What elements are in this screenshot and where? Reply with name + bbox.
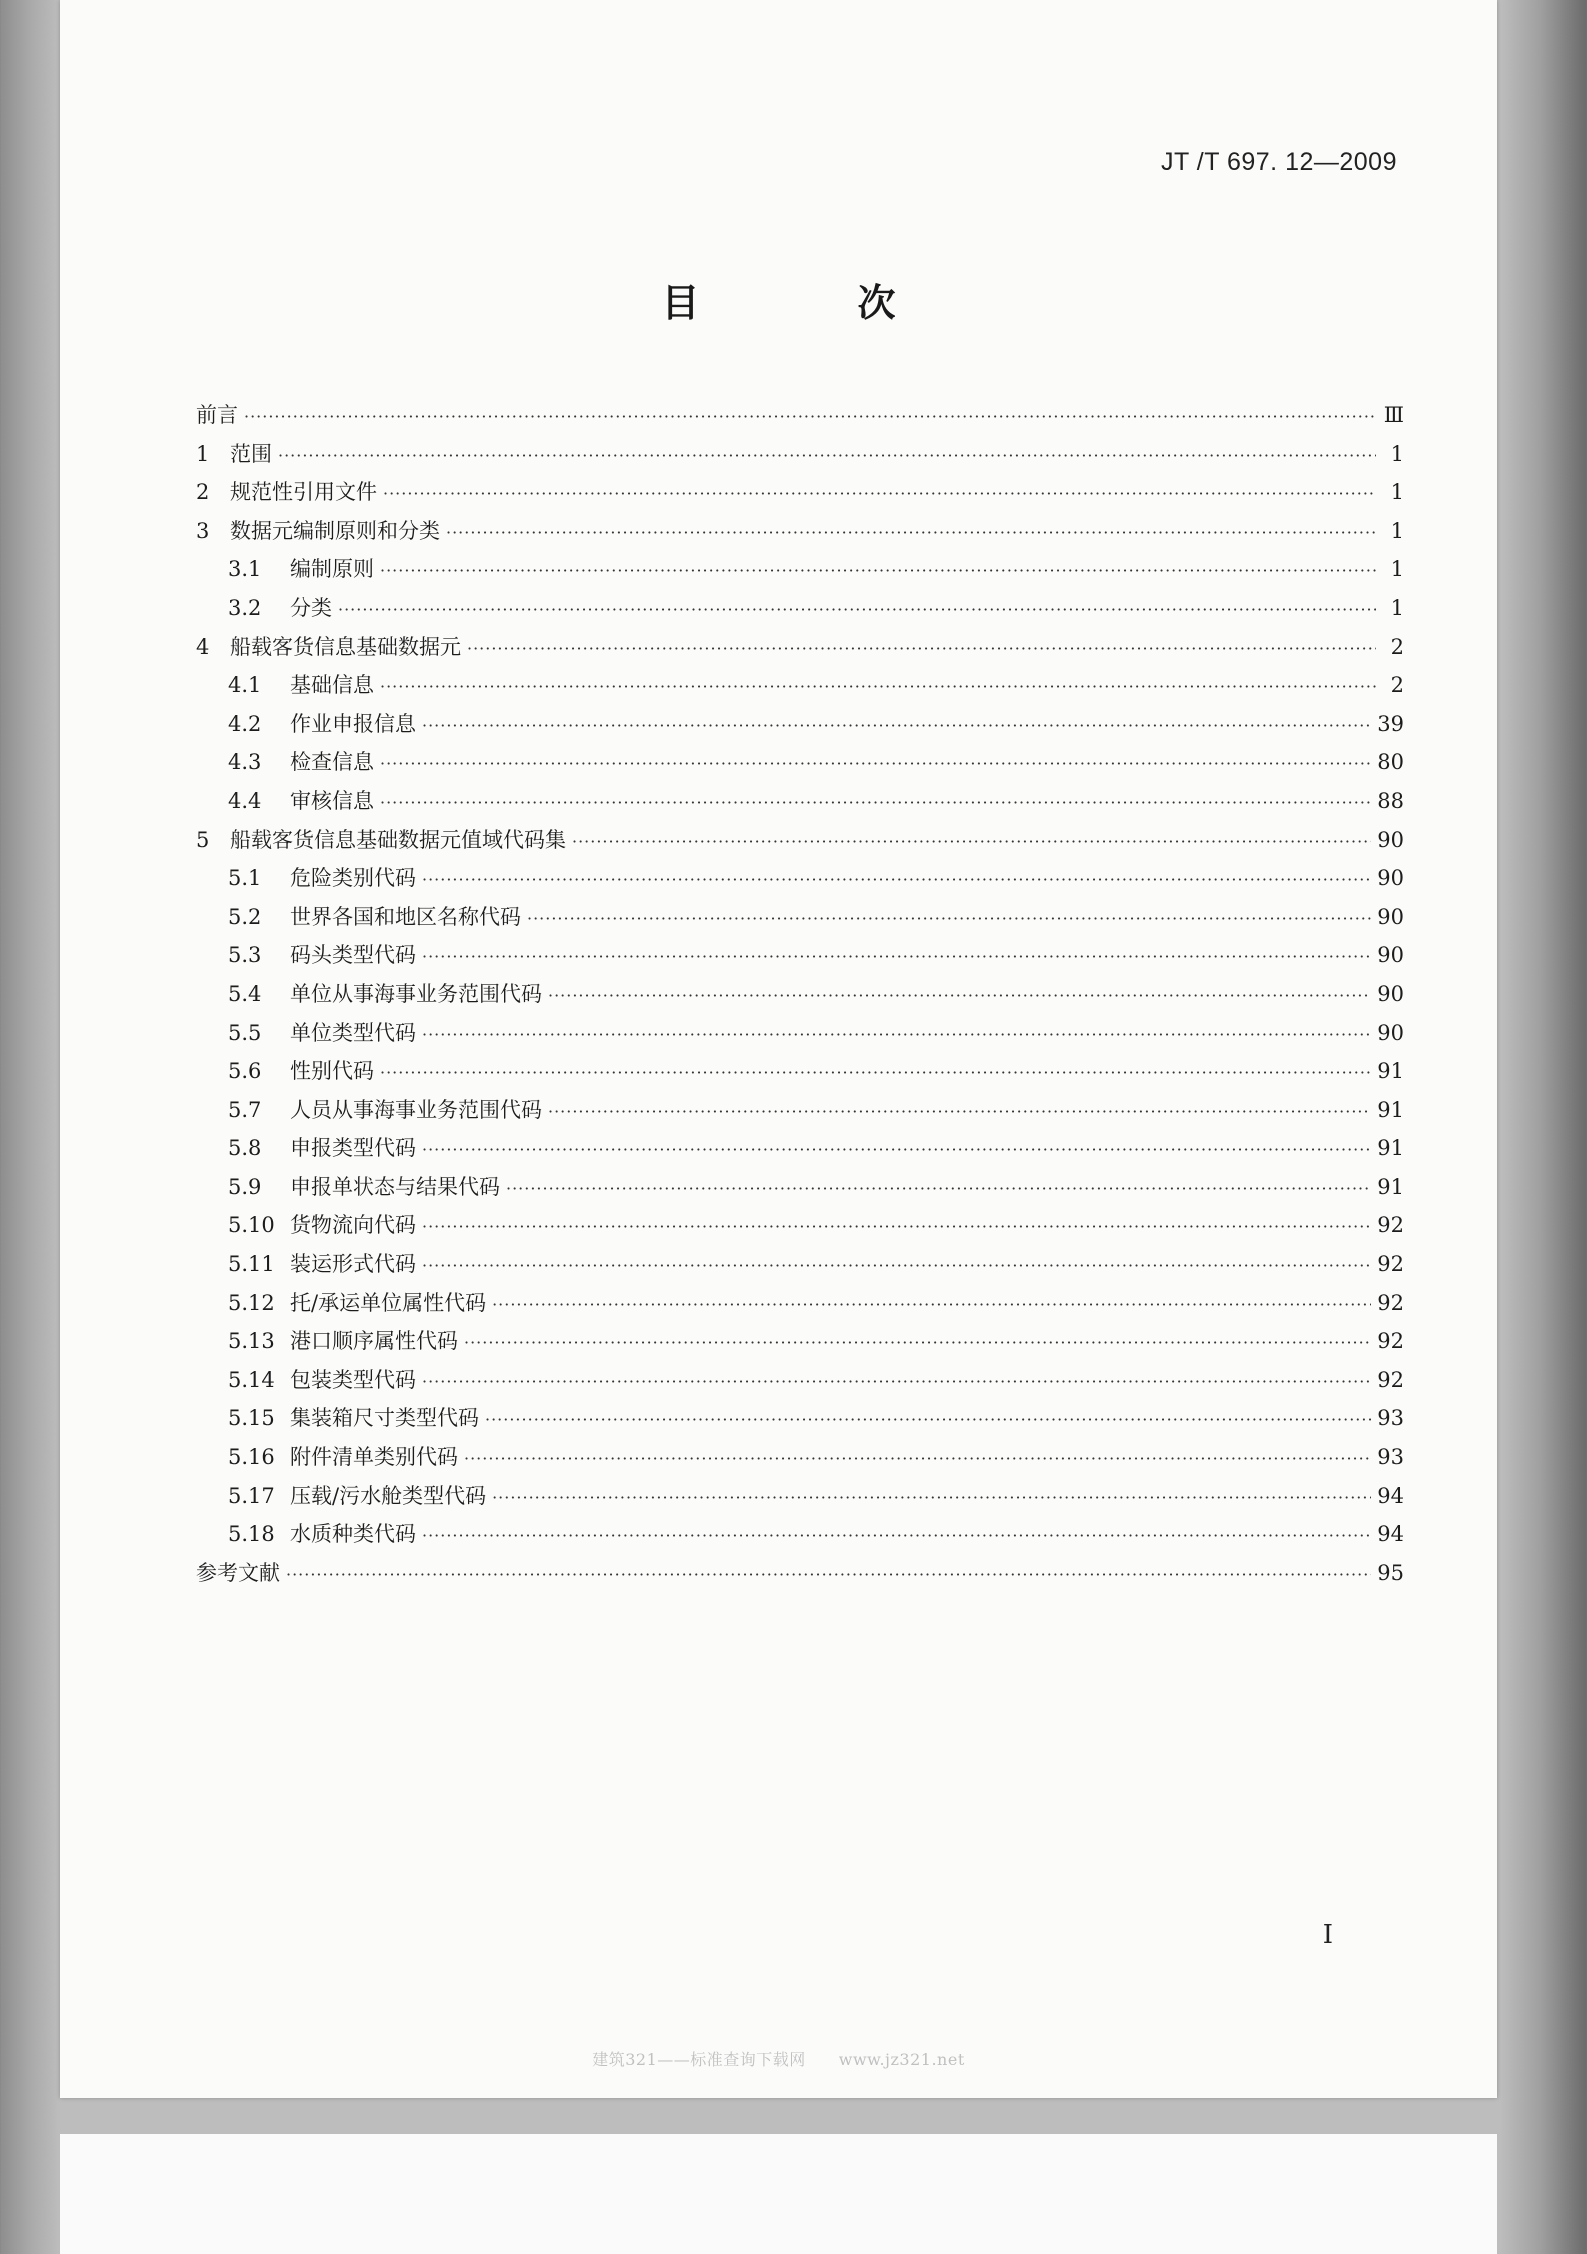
toc-entry-page: 90: [1377, 827, 1404, 852]
toc-entry-label: 编制原则: [290, 557, 374, 582]
toc-entry-label: 包装类型代码: [290, 1367, 416, 1392]
toc-leader-dots: [422, 1372, 1371, 1391]
toc-entry[interactable]: [196, 901, 1404, 940]
toc-entry[interactable]: [196, 978, 1404, 1017]
toc-entry-label: 单位从事海事业务范围代码: [290, 981, 542, 1006]
toc-entry-label: 申报类型代码: [290, 1136, 416, 1161]
toc-leader-dots: [422, 1256, 1371, 1275]
toc-entry-label: 人员从事海事业务范围代码: [290, 1097, 542, 1122]
toc-entry-page: 95: [1377, 1560, 1404, 1585]
toc-leader-dots: [464, 1333, 1371, 1352]
toc-entry-label: 前言: [196, 403, 238, 427]
toc-entry-page: 1: [1390, 518, 1404, 543]
toc-entry-number: 5.5: [228, 1020, 262, 1045]
toc-leader-dots: [338, 600, 1376, 619]
toc-entry[interactable]: [196, 1017, 1404, 1056]
toc-entry-page: 93: [1377, 1445, 1404, 1470]
toc-entry-page: 1: [1390, 595, 1404, 620]
toc-title: 目 次: [661, 280, 956, 325]
toc-entry[interactable]: [196, 669, 1404, 708]
toc-entry[interactable]: [196, 438, 1404, 477]
toc-entry-page: 92: [1377, 1367, 1404, 1392]
toc-entry[interactable]: [196, 1518, 1404, 1557]
toc-entry-page: 94: [1377, 1522, 1404, 1547]
toc-entry[interactable]: [196, 1364, 1404, 1403]
toc-entry-number: 5: [196, 827, 210, 852]
toc-entry-label: 港口顺序属性代码: [290, 1329, 458, 1354]
toc-entry-number: 4.2: [228, 711, 262, 736]
toc-entry-number: 5.1: [228, 866, 262, 891]
toc-entry-label: 分类: [290, 595, 332, 620]
toc-entry[interactable]: [196, 553, 1404, 592]
toc-entry-page: 1: [1390, 441, 1404, 466]
toc-entry-number: 5.7: [228, 1097, 262, 1122]
toc-leader-dots: [380, 754, 1371, 773]
toc-entry-number: 5.9: [228, 1174, 262, 1199]
toc-entry-label: 范围: [230, 441, 272, 466]
toc-entry-label: 申报单状态与结果代码: [290, 1174, 500, 1199]
toc-entry[interactable]: [196, 592, 1404, 631]
toc-entry[interactable]: [196, 824, 1404, 863]
toc-entry-page: 90: [1377, 904, 1404, 929]
toc-entry-label: 规范性引用文件: [230, 480, 377, 505]
toc-leader-dots: [485, 1410, 1371, 1429]
toc-entry-page: 39: [1377, 711, 1404, 736]
toc-entry-number: 5.14: [228, 1367, 275, 1392]
toc-leader-dots: [380, 677, 1376, 696]
toc-entry-number: 3: [196, 518, 210, 543]
toc-entry-label: 水质种类代码: [290, 1522, 416, 1547]
toc-entry[interactable]: [196, 1557, 1404, 1596]
toc-entry-number: 4: [196, 634, 210, 659]
toc-entry-number: 2: [196, 480, 210, 505]
toc-entry-number: 5.6: [228, 1059, 262, 1084]
toc-entry[interactable]: [196, 1480, 1404, 1519]
toc-leader-dots: [506, 1179, 1371, 1198]
toc-leader-dots: [422, 716, 1371, 735]
toc-entry-number: 4.1: [228, 673, 262, 698]
toc-leader-dots: [548, 986, 1371, 1005]
toc-entry-label: 数据元编制原则和分类: [230, 518, 440, 543]
toc-entry-page: 94: [1377, 1483, 1404, 1508]
toc-entry-number: 4.3: [228, 750, 262, 775]
toc-entry[interactable]: [196, 1171, 1404, 1210]
toc-entry[interactable]: [196, 1287, 1404, 1326]
toc-entry-number: 5.17: [228, 1483, 275, 1508]
toc-entry-number: 3.2: [228, 595, 262, 620]
toc-leader-dots: [422, 1526, 1371, 1545]
toc-entry-label: 危险类别代码: [290, 866, 416, 891]
toc-entry[interactable]: [196, 1094, 1404, 1133]
toc-entry[interactable]: [196, 399, 1404, 438]
toc-entry[interactable]: [196, 939, 1404, 978]
toc-entry-page: 91: [1377, 1059, 1404, 1084]
toc-entry-page: Ⅲ: [1383, 403, 1404, 427]
standard-code: JT /T 697. 12—2009: [1160, 148, 1397, 176]
toc-leader-dots: [422, 870, 1371, 889]
toc-entry-label: 审核信息: [290, 788, 374, 813]
toc-entry[interactable]: [196, 785, 1404, 824]
toc-entry-label: 货物流向代码: [290, 1213, 416, 1238]
toc-entry-number: 3.1: [228, 557, 262, 582]
toc-entry-label: 压载/污水舱类型代码: [290, 1483, 487, 1508]
toc-entry-number: 1: [196, 441, 210, 466]
toc-leader-dots: [286, 1565, 1371, 1584]
toc-entry-label: 单位类型代码: [290, 1020, 416, 1045]
toc-entry-page: 93: [1377, 1406, 1404, 1431]
toc-entry[interactable]: [196, 708, 1404, 747]
toc-entry-number: 5.3: [228, 943, 262, 968]
toc-entry-page: 92: [1377, 1290, 1404, 1315]
toc-leader-dots: [572, 832, 1371, 851]
toc-entry-label: 性别代码: [290, 1059, 374, 1084]
document-page: [60, 0, 1497, 2098]
toc-entry-number: 5.11: [228, 1252, 275, 1277]
toc-entry-number: 5.2: [228, 904, 262, 929]
toc-entry-number: 5.8: [228, 1136, 262, 1161]
toc-entry-label: 世界各国和地区名称代码: [290, 904, 521, 929]
toc-leader-dots: [548, 1102, 1371, 1121]
toc-entry[interactable]: [196, 1441, 1404, 1480]
toc-leader-dots: [278, 446, 1376, 465]
toc-entry-page: 90: [1377, 866, 1404, 891]
toc-entry-label: 基础信息: [290, 673, 374, 698]
toc-entry-page: 90: [1377, 981, 1404, 1006]
toc-entry-label: 托/承运单位属性代码: [290, 1290, 487, 1315]
toc-entry-page: 1: [1390, 480, 1404, 505]
toc-entry-page: 80: [1377, 750, 1404, 775]
toc-entry-label: 附件清单类别代码: [290, 1445, 458, 1470]
toc-entry-page: 92: [1377, 1252, 1404, 1277]
toc-entry-number: 5.16: [228, 1445, 275, 1470]
table-of-contents: [196, 399, 1404, 1595]
toc-leader-dots: [422, 947, 1371, 966]
toc-leader-dots: [464, 1449, 1371, 1468]
toc-entry[interactable]: [196, 1209, 1404, 1248]
toc-entry-page: 88: [1377, 788, 1404, 813]
toc-leader-dots: [492, 1488, 1371, 1507]
toc-entry[interactable]: [196, 515, 1404, 554]
toc-entry-page: 2: [1390, 634, 1404, 659]
toc-entry[interactable]: [196, 1248, 1404, 1287]
toc-leader-dots: [380, 1063, 1371, 1082]
toc-entry[interactable]: [196, 862, 1404, 901]
toc-leader-dots: [244, 407, 1376, 426]
toc-entry[interactable]: [196, 746, 1404, 785]
toc-entry-label: 装运形式代码: [290, 1252, 416, 1277]
toc-entry-page: 92: [1377, 1329, 1404, 1354]
toc-leader-dots: [383, 484, 1376, 503]
toc-leader-dots: [380, 793, 1371, 812]
toc-entry-page: 91: [1377, 1097, 1404, 1122]
toc-entry-page: 91: [1377, 1174, 1404, 1199]
toc-entry-label: 参考文献: [196, 1560, 280, 1585]
toc-entry-page: 90: [1377, 1020, 1404, 1045]
toc-leader-dots: [492, 1295, 1371, 1314]
toc-entry-page: 1: [1390, 557, 1404, 582]
toc-entry-label: 船载客货信息基础数据元: [230, 634, 461, 659]
toc-entry-number: 5.15: [228, 1406, 275, 1431]
toc-leader-dots: [527, 909, 1371, 928]
page-number: I: [1322, 1920, 1333, 1950]
toc-entry-number: 5.10: [228, 1213, 275, 1238]
toc-entry-number: 5.4: [228, 981, 262, 1006]
toc-entry[interactable]: [196, 631, 1404, 670]
toc-leader-dots: [422, 1140, 1371, 1159]
toc-entry-page: 92: [1377, 1213, 1404, 1238]
toc-entry-page: 90: [1377, 943, 1404, 968]
toc-leader-dots: [380, 561, 1376, 580]
next-page-edge: [60, 2134, 1497, 2254]
toc-entry[interactable]: [196, 1055, 1404, 1094]
toc-leader-dots: [467, 639, 1376, 658]
toc-entry-label: 检查信息: [290, 750, 374, 775]
toc-leader-dots: [422, 1217, 1371, 1236]
toc-entry-number: 4.4: [228, 788, 262, 813]
toc-entry-page: 91: [1377, 1136, 1404, 1161]
watermark-text: 建筑321——标准查询下载网 www.jz321.net: [592, 2050, 965, 2069]
toc-entry[interactable]: [196, 1132, 1404, 1171]
toc-leader-dots: [422, 1025, 1371, 1044]
toc-entry-label: 船载客货信息基础数据元值域代码集: [230, 827, 566, 852]
toc-entry-number: 5.13: [228, 1329, 275, 1354]
toc-leader-dots: [446, 523, 1376, 542]
toc-entry-label: 作业申报信息: [290, 711, 416, 736]
toc-entry-number: 5.18: [228, 1522, 275, 1547]
toc-entry[interactable]: [196, 1402, 1404, 1441]
toc-entry-number: 5.12: [228, 1290, 275, 1315]
toc-entry-label: 码头类型代码: [290, 943, 416, 968]
toc-entry[interactable]: [196, 476, 1404, 515]
toc-entry-label: 集装箱尺寸类型代码: [290, 1406, 479, 1431]
toc-entry-page: 2: [1390, 673, 1404, 698]
toc-entry[interactable]: [196, 1325, 1404, 1364]
